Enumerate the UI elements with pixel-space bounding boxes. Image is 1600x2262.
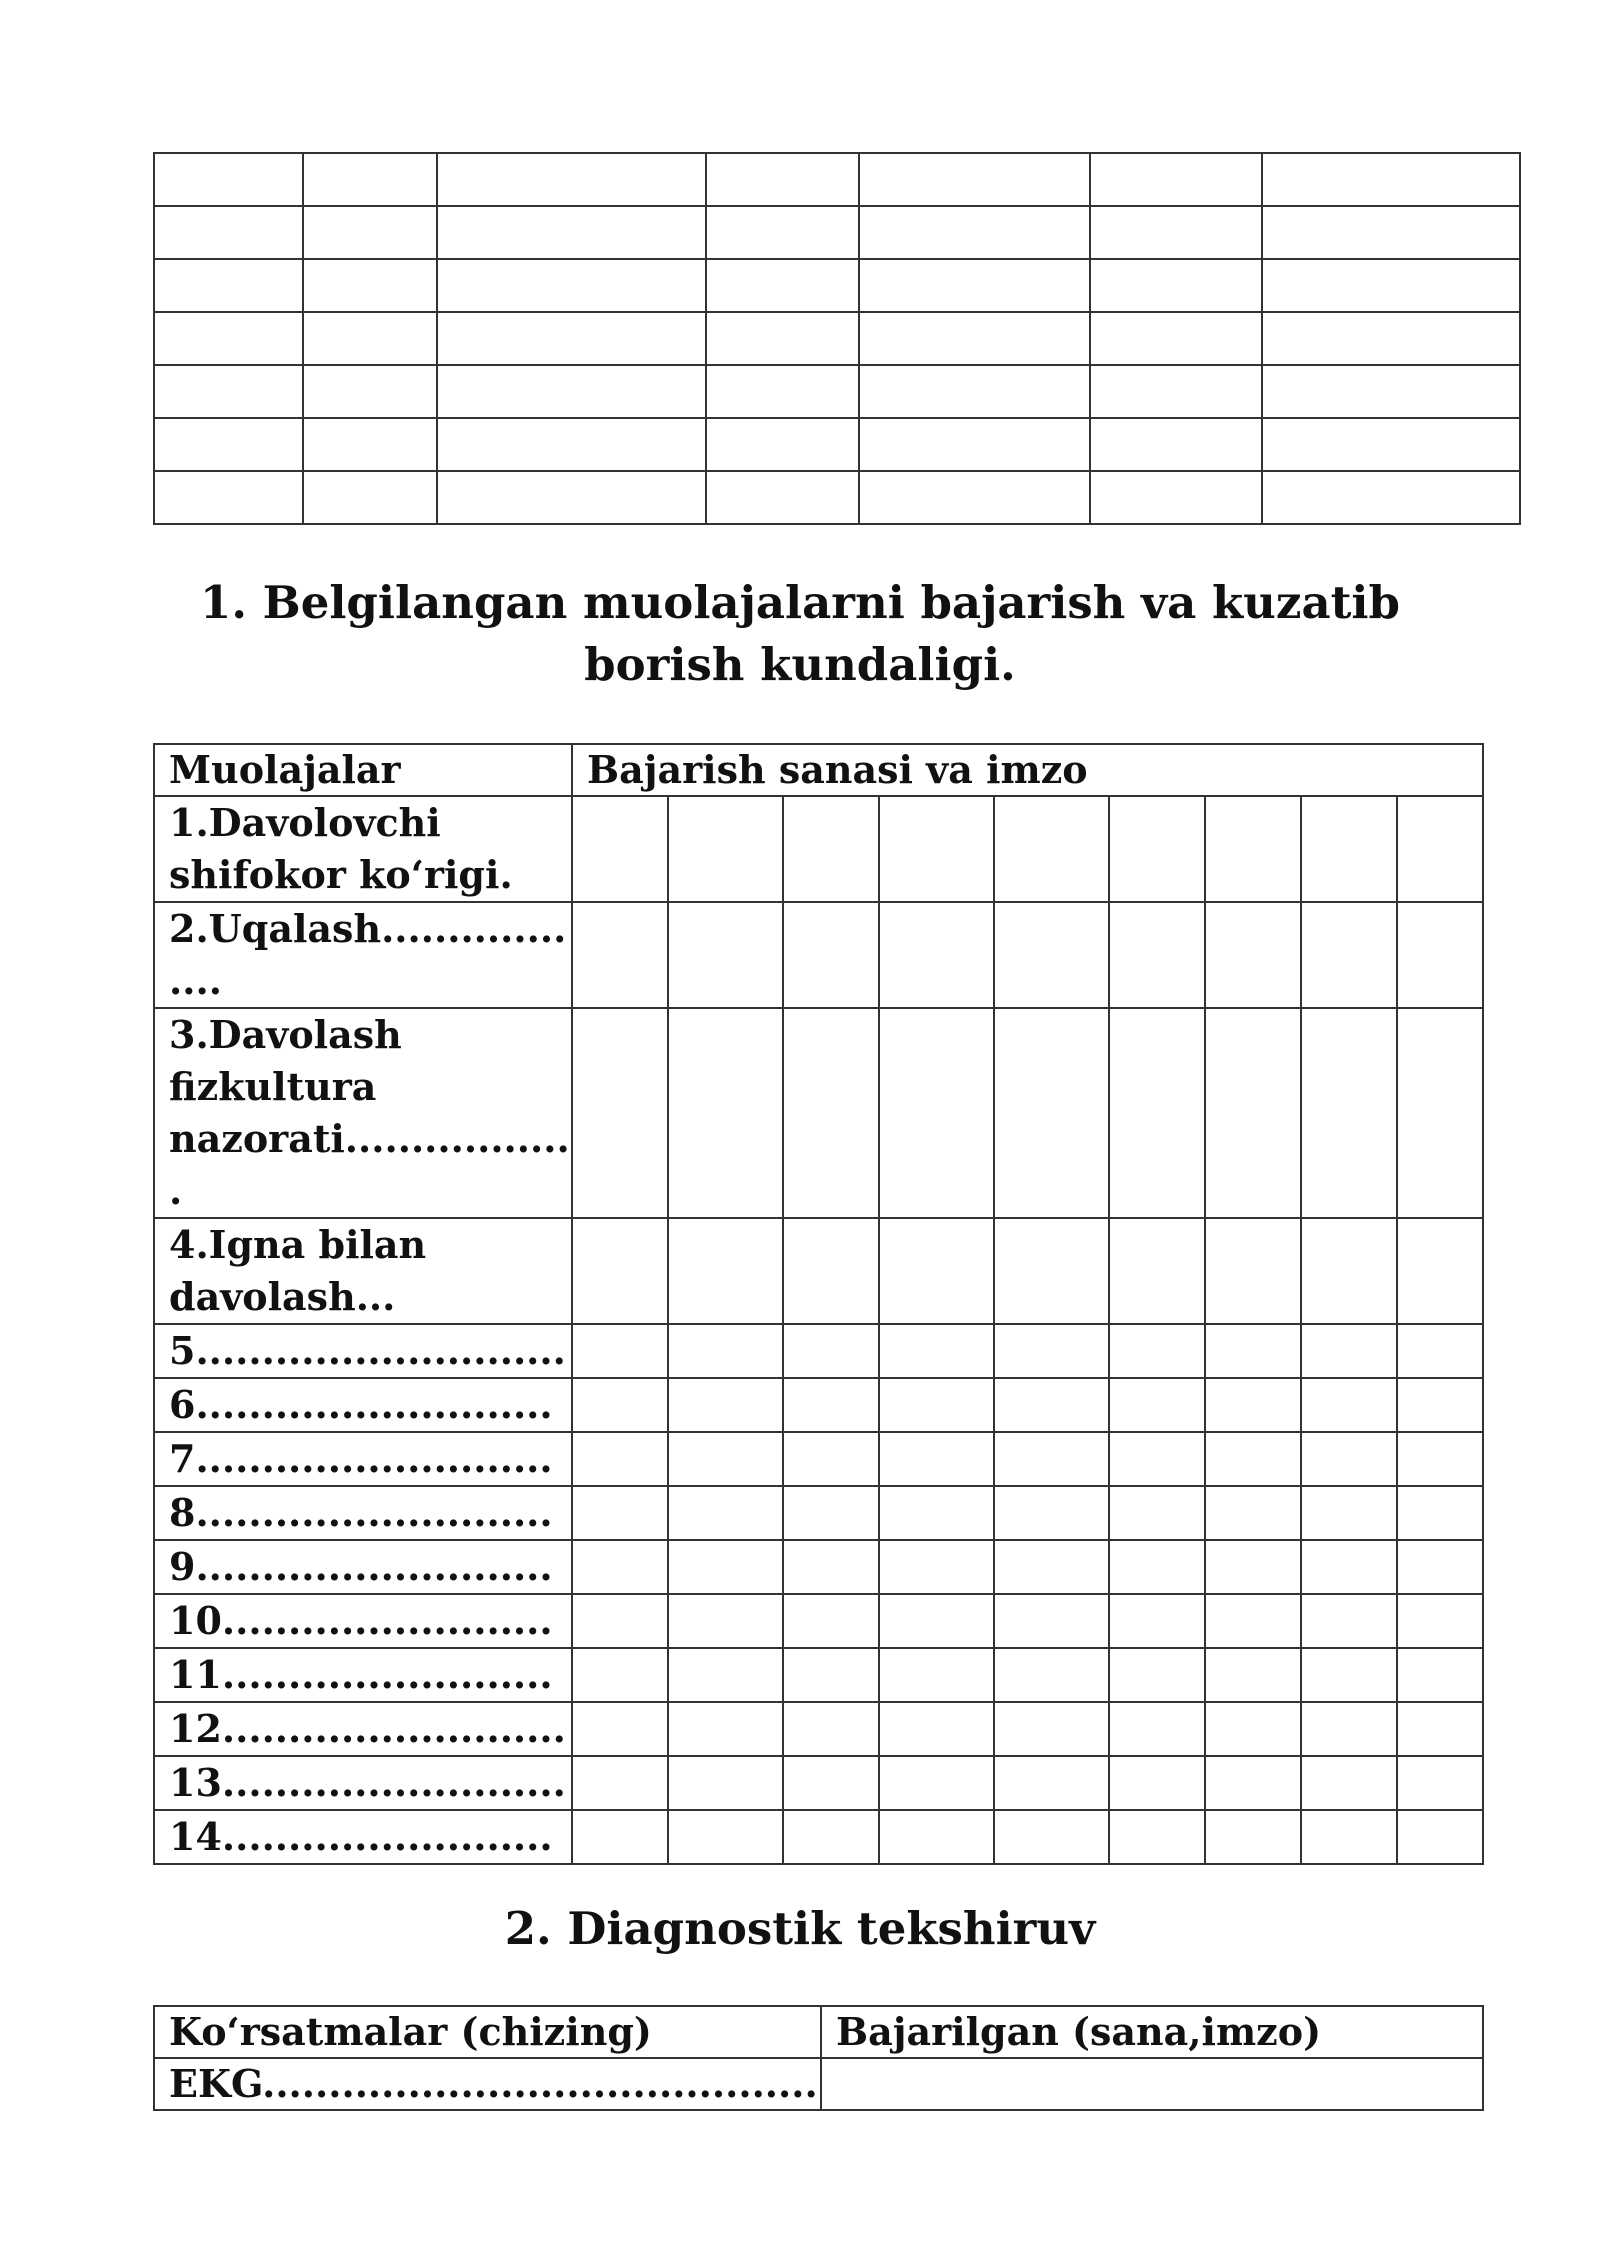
date-signature-cell[interactable]	[1301, 1594, 1397, 1648]
procedure-row	[154, 1594, 1483, 1648]
procedure-label: 4.Igna bilan davolash...	[154, 1218, 572, 1324]
date-signature-cell[interactable]	[879, 1486, 994, 1540]
procedure-label: 10.........................	[154, 1594, 572, 1648]
blank-grid-cell[interactable]	[1262, 206, 1520, 259]
date-signature-cell[interactable]	[1109, 1218, 1205, 1324]
blank-grid-cell[interactable]	[859, 153, 1090, 206]
procedure-row	[154, 796, 1483, 902]
blank-grid-cell[interactable]	[1262, 471, 1520, 524]
procedure-label: 1.Davolovchi shifokor ko‘rigi.	[154, 796, 572, 902]
section-1-title: 1. Belgilangan muolajalarni bajarish va kuzatib borish kundaligi.	[200, 576, 1400, 691]
date-signature-cell[interactable]	[994, 1008, 1109, 1218]
date-signature-cell[interactable]	[572, 1702, 668, 1756]
date-signature-cell[interactable]	[1397, 1378, 1483, 1432]
date-signature-cell[interactable]	[879, 1648, 994, 1702]
date-signature-cell[interactable]	[1109, 1702, 1205, 1756]
blank-grid-table	[153, 152, 1521, 525]
procedures-table	[153, 743, 1484, 1865]
date-signature-cell[interactable]	[668, 1378, 783, 1432]
blank-grid-cell[interactable]	[303, 153, 437, 206]
blank-grid-row	[154, 365, 1520, 418]
blank-grid-cell[interactable]	[706, 206, 859, 259]
date-signature-cell[interactable]	[783, 1486, 879, 1540]
date-signature-cell[interactable]	[994, 1432, 1109, 1486]
blank-grid-cell[interactable]	[154, 206, 303, 259]
blank-grid-cell[interactable]	[859, 471, 1090, 524]
blank-grid-cell[interactable]	[154, 153, 303, 206]
date-signature-cell[interactable]	[994, 796, 1109, 902]
date-signature-cell[interactable]	[1397, 1324, 1483, 1378]
blank-grid-cell[interactable]	[437, 471, 706, 524]
blank-grid-cell[interactable]	[1262, 259, 1520, 312]
procedure-row	[154, 1008, 1483, 1218]
blank-grid-cell[interactable]	[1262, 312, 1520, 365]
date-signature-cell[interactable]	[783, 1702, 879, 1756]
procedure-label: 5............................	[154, 1324, 572, 1378]
blank-grid-cell[interactable]	[859, 365, 1090, 418]
date-signature-cell[interactable]	[1301, 1008, 1397, 1218]
date-signature-cell[interactable]	[1301, 796, 1397, 902]
blank-grid-cell[interactable]	[303, 365, 437, 418]
date-signature-cell[interactable]	[1301, 1486, 1397, 1540]
date-signature-cell[interactable]	[572, 1486, 668, 1540]
date-signature-cell[interactable]	[668, 1810, 783, 1864]
blank-grid-cell[interactable]	[706, 312, 859, 365]
blank-grid-cell[interactable]	[859, 418, 1090, 471]
date-signature-cell[interactable]	[1397, 1486, 1483, 1540]
date-signature-cell[interactable]	[783, 902, 879, 1008]
date-signature-cell[interactable]	[668, 1594, 783, 1648]
date-signature-cell[interactable]	[994, 1702, 1109, 1756]
procedure-row	[154, 1324, 1483, 1378]
date-signature-cell[interactable]	[783, 796, 879, 902]
blank-grid-row	[154, 206, 1520, 259]
blank-grid-cell[interactable]	[1090, 418, 1262, 471]
blank-grid-cell[interactable]	[437, 259, 706, 312]
diagnostic-header-indications: Ko‘rsatmalar (chizing)	[154, 2006, 821, 2058]
diagnostic-completed-cell[interactable]	[821, 2058, 1483, 2110]
date-signature-cell[interactable]	[994, 1486, 1109, 1540]
date-signature-cell[interactable]	[668, 1008, 783, 1218]
date-signature-cell[interactable]	[1205, 1008, 1301, 1218]
date-signature-cell[interactable]	[994, 1594, 1109, 1648]
date-signature-cell[interactable]	[879, 1378, 994, 1432]
date-signature-cell[interactable]	[668, 1324, 783, 1378]
date-signature-cell[interactable]	[1109, 1648, 1205, 1702]
procedure-row	[154, 1378, 1483, 1432]
date-signature-cell[interactable]	[1205, 1594, 1301, 1648]
date-signature-cell[interactable]	[1205, 1218, 1301, 1324]
date-signature-cell[interactable]	[1301, 1378, 1397, 1432]
date-signature-cell[interactable]	[572, 1218, 668, 1324]
blank-grid-row	[154, 418, 1520, 471]
date-signature-cell[interactable]	[1109, 1594, 1205, 1648]
date-signature-cell[interactable]	[879, 1218, 994, 1324]
blank-grid-cell[interactable]	[1090, 259, 1262, 312]
date-signature-cell[interactable]	[1397, 1218, 1483, 1324]
procedure-label: 14.........................	[154, 1810, 572, 1864]
date-signature-cell[interactable]	[879, 1594, 994, 1648]
date-signature-cell[interactable]	[1301, 902, 1397, 1008]
blank-grid-cell[interactable]	[859, 259, 1090, 312]
date-signature-cell[interactable]	[1109, 1378, 1205, 1432]
procedures-header-label: Muolajalar	[154, 744, 572, 796]
date-signature-cell[interactable]	[783, 1540, 879, 1594]
date-signature-cell[interactable]	[879, 1702, 994, 1756]
blank-grid-cell[interactable]	[859, 206, 1090, 259]
date-signature-cell[interactable]	[572, 1324, 668, 1378]
procedure-label: 13..........................	[154, 1756, 572, 1810]
date-signature-cell[interactable]	[572, 1432, 668, 1486]
date-signature-cell[interactable]	[879, 1810, 994, 1864]
date-signature-cell[interactable]	[1397, 796, 1483, 902]
date-signature-cell[interactable]	[879, 796, 994, 902]
date-signature-cell[interactable]	[572, 1810, 668, 1864]
date-signature-cell[interactable]	[1205, 1702, 1301, 1756]
date-signature-cell[interactable]	[994, 1218, 1109, 1324]
blank-grid-cell[interactable]	[303, 418, 437, 471]
date-signature-cell[interactable]	[1301, 1540, 1397, 1594]
date-signature-cell[interactable]	[1397, 1432, 1483, 1486]
section-2-title: 2. Diagnostik tekshiruv	[504, 1902, 1096, 1955]
blank-grid-cell[interactable]	[706, 418, 859, 471]
date-signature-cell[interactable]	[879, 1324, 994, 1378]
procedure-label: 11.........................	[154, 1648, 572, 1702]
procedure-label: 7...........................	[154, 1432, 572, 1486]
date-signature-cell[interactable]	[1109, 1756, 1205, 1810]
blank-grid-cell[interactable]	[154, 312, 303, 365]
blank-grid-cell[interactable]	[1090, 365, 1262, 418]
date-signature-cell[interactable]	[668, 1540, 783, 1594]
date-signature-cell[interactable]	[1397, 1756, 1483, 1810]
date-signature-cell[interactable]	[1205, 1756, 1301, 1810]
procedure-row	[154, 1540, 1483, 1594]
date-signature-cell[interactable]	[994, 1810, 1109, 1864]
blank-grid-row	[154, 259, 1520, 312]
date-signature-cell[interactable]	[879, 1008, 994, 1218]
date-signature-cell[interactable]	[994, 1324, 1109, 1378]
procedures-header-row	[154, 744, 1483, 796]
blank-grid-cell[interactable]	[1262, 418, 1520, 471]
date-signature-cell[interactable]	[668, 1648, 783, 1702]
date-signature-cell[interactable]	[994, 1648, 1109, 1702]
blank-grid-cell[interactable]	[437, 312, 706, 365]
blank-grid-cell[interactable]	[1090, 153, 1262, 206]
blank-grid-body	[154, 153, 1520, 524]
blank-grid-cell[interactable]	[1262, 153, 1520, 206]
procedure-row	[154, 1432, 1483, 1486]
date-signature-cell[interactable]	[1109, 1540, 1205, 1594]
date-signature-cell[interactable]	[572, 1594, 668, 1648]
date-signature-cell[interactable]	[572, 796, 668, 902]
date-signature-cell[interactable]	[1109, 902, 1205, 1008]
date-signature-cell[interactable]	[668, 796, 783, 902]
procedure-label: 3.Davolash fizkultura nazorati................. .	[154, 1008, 572, 1218]
procedure-row	[154, 1486, 1483, 1540]
date-signature-cell[interactable]	[1109, 1810, 1205, 1864]
date-signature-cell[interactable]	[572, 1540, 668, 1594]
blank-grid-cell[interactable]	[706, 365, 859, 418]
date-signature-cell[interactable]	[783, 1378, 879, 1432]
blank-grid-cell[interactable]	[154, 418, 303, 471]
date-signature-cell[interactable]	[1109, 1324, 1205, 1378]
procedure-label: 8...........................	[154, 1486, 572, 1540]
date-signature-cell[interactable]	[1109, 796, 1205, 902]
date-signature-cell[interactable]	[668, 1432, 783, 1486]
date-signature-cell[interactable]	[1397, 902, 1483, 1008]
date-signature-cell[interactable]	[668, 902, 783, 1008]
date-signature-cell[interactable]	[783, 1008, 879, 1218]
blank-grid-cell[interactable]	[154, 259, 303, 312]
procedure-label: 12..........................	[154, 1702, 572, 1756]
blank-grid-cell[interactable]	[437, 206, 706, 259]
blank-grid-cell[interactable]	[303, 312, 437, 365]
date-signature-cell[interactable]	[879, 1540, 994, 1594]
date-signature-cell[interactable]	[783, 1432, 879, 1486]
diagnostic-label: EKG..........................................	[154, 2058, 821, 2110]
date-signature-cell[interactable]	[1205, 1432, 1301, 1486]
date-signature-cell[interactable]	[1301, 1648, 1397, 1702]
date-signature-cell[interactable]	[1205, 1540, 1301, 1594]
date-signature-cell[interactable]	[572, 1648, 668, 1702]
diagnostic-table	[153, 2005, 1484, 2111]
date-signature-cell[interactable]	[783, 1324, 879, 1378]
date-signature-cell[interactable]	[572, 1008, 668, 1218]
blank-grid-cell[interactable]	[1090, 471, 1262, 524]
date-signature-cell[interactable]	[994, 1756, 1109, 1810]
date-signature-cell[interactable]	[783, 1594, 879, 1648]
procedure-label: 2.Uqalash.............. ....	[154, 902, 572, 1008]
date-signature-cell[interactable]	[1205, 1378, 1301, 1432]
date-signature-cell[interactable]	[1109, 1432, 1205, 1486]
date-signature-cell[interactable]	[572, 1378, 668, 1432]
date-signature-cell[interactable]	[783, 1648, 879, 1702]
date-signature-cell[interactable]	[1397, 1648, 1483, 1702]
date-signature-cell[interactable]	[783, 1756, 879, 1810]
procedure-row	[154, 1810, 1483, 1864]
blank-grid-cell[interactable]	[1090, 206, 1262, 259]
date-signature-cell[interactable]	[879, 1756, 994, 1810]
date-signature-cell[interactable]	[572, 1756, 668, 1810]
procedure-label: 6...........................	[154, 1378, 572, 1432]
procedure-row	[154, 1756, 1483, 1810]
date-signature-cell[interactable]	[1301, 1218, 1397, 1324]
blank-grid-cell[interactable]	[859, 312, 1090, 365]
date-signature-cell[interactable]	[1301, 1810, 1397, 1864]
date-signature-cell[interactable]	[1205, 1324, 1301, 1378]
date-signature-cell[interactable]	[783, 1218, 879, 1324]
date-signature-cell[interactable]	[1397, 1540, 1483, 1594]
date-signature-cell[interactable]	[1301, 1702, 1397, 1756]
blank-grid-row	[154, 312, 1520, 365]
procedure-row	[154, 1702, 1483, 1756]
procedure-row	[154, 1218, 1483, 1324]
date-signature-cell[interactable]	[1205, 1486, 1301, 1540]
diagnostic-header-row	[154, 2006, 1483, 2058]
blank-grid-cell[interactable]	[303, 206, 437, 259]
date-signature-cell[interactable]	[1205, 1810, 1301, 1864]
date-signature-cell[interactable]	[994, 902, 1109, 1008]
procedure-row	[154, 902, 1483, 1008]
blank-grid-cell[interactable]	[437, 365, 706, 418]
procedures-header-dates: Bajarish sanasi va imzo	[572, 744, 1483, 796]
date-signature-cell[interactable]	[668, 1218, 783, 1324]
blank-grid-cell[interactable]	[303, 471, 437, 524]
blank-grid-cell[interactable]	[437, 418, 706, 471]
date-signature-cell[interactable]	[668, 1756, 783, 1810]
blank-grid-row	[154, 471, 1520, 524]
date-signature-cell[interactable]	[1301, 1432, 1397, 1486]
diagnostic-row	[154, 2058, 1483, 2110]
diagnostic-body	[154, 2058, 1483, 2110]
date-signature-cell[interactable]	[1205, 796, 1301, 902]
date-signature-cell[interactable]	[1397, 1594, 1483, 1648]
date-signature-cell[interactable]	[1301, 1756, 1397, 1810]
date-signature-cell[interactable]	[1397, 1702, 1483, 1756]
date-signature-cell[interactable]	[1301, 1324, 1397, 1378]
date-signature-cell[interactable]	[1109, 1486, 1205, 1540]
procedure-row	[154, 1648, 1483, 1702]
blank-grid-cell[interactable]	[154, 365, 303, 418]
blank-grid-row	[154, 153, 1520, 206]
blank-grid-cell[interactable]	[303, 259, 437, 312]
date-signature-cell[interactable]	[668, 1486, 783, 1540]
date-signature-cell[interactable]	[1205, 1648, 1301, 1702]
date-signature-cell[interactable]	[783, 1810, 879, 1864]
date-signature-cell[interactable]	[994, 1378, 1109, 1432]
date-signature-cell[interactable]	[1205, 902, 1301, 1008]
blank-grid-cell[interactable]	[706, 471, 859, 524]
date-signature-cell[interactable]	[879, 902, 994, 1008]
date-signature-cell[interactable]	[879, 1432, 994, 1486]
date-signature-cell[interactable]	[668, 1702, 783, 1756]
procedures-body	[154, 796, 1483, 1864]
procedure-label: 9...........................	[154, 1540, 572, 1594]
date-signature-cell[interactable]	[572, 902, 668, 1008]
diagnostic-header-completed: Bajarilgan (sana,imzo)	[821, 2006, 1483, 2058]
blank-grid-cell[interactable]	[437, 153, 706, 206]
date-signature-cell[interactable]	[994, 1540, 1109, 1594]
blank-grid-cell[interactable]	[706, 259, 859, 312]
blank-grid-cell[interactable]	[1262, 365, 1520, 418]
blank-grid-cell[interactable]	[154, 471, 303, 524]
date-signature-cell[interactable]	[1397, 1810, 1483, 1864]
blank-grid-cell[interactable]	[706, 153, 859, 206]
date-signature-cell[interactable]	[1397, 1008, 1483, 1218]
date-signature-cell[interactable]	[1109, 1008, 1205, 1218]
blank-grid-cell[interactable]	[1090, 312, 1262, 365]
